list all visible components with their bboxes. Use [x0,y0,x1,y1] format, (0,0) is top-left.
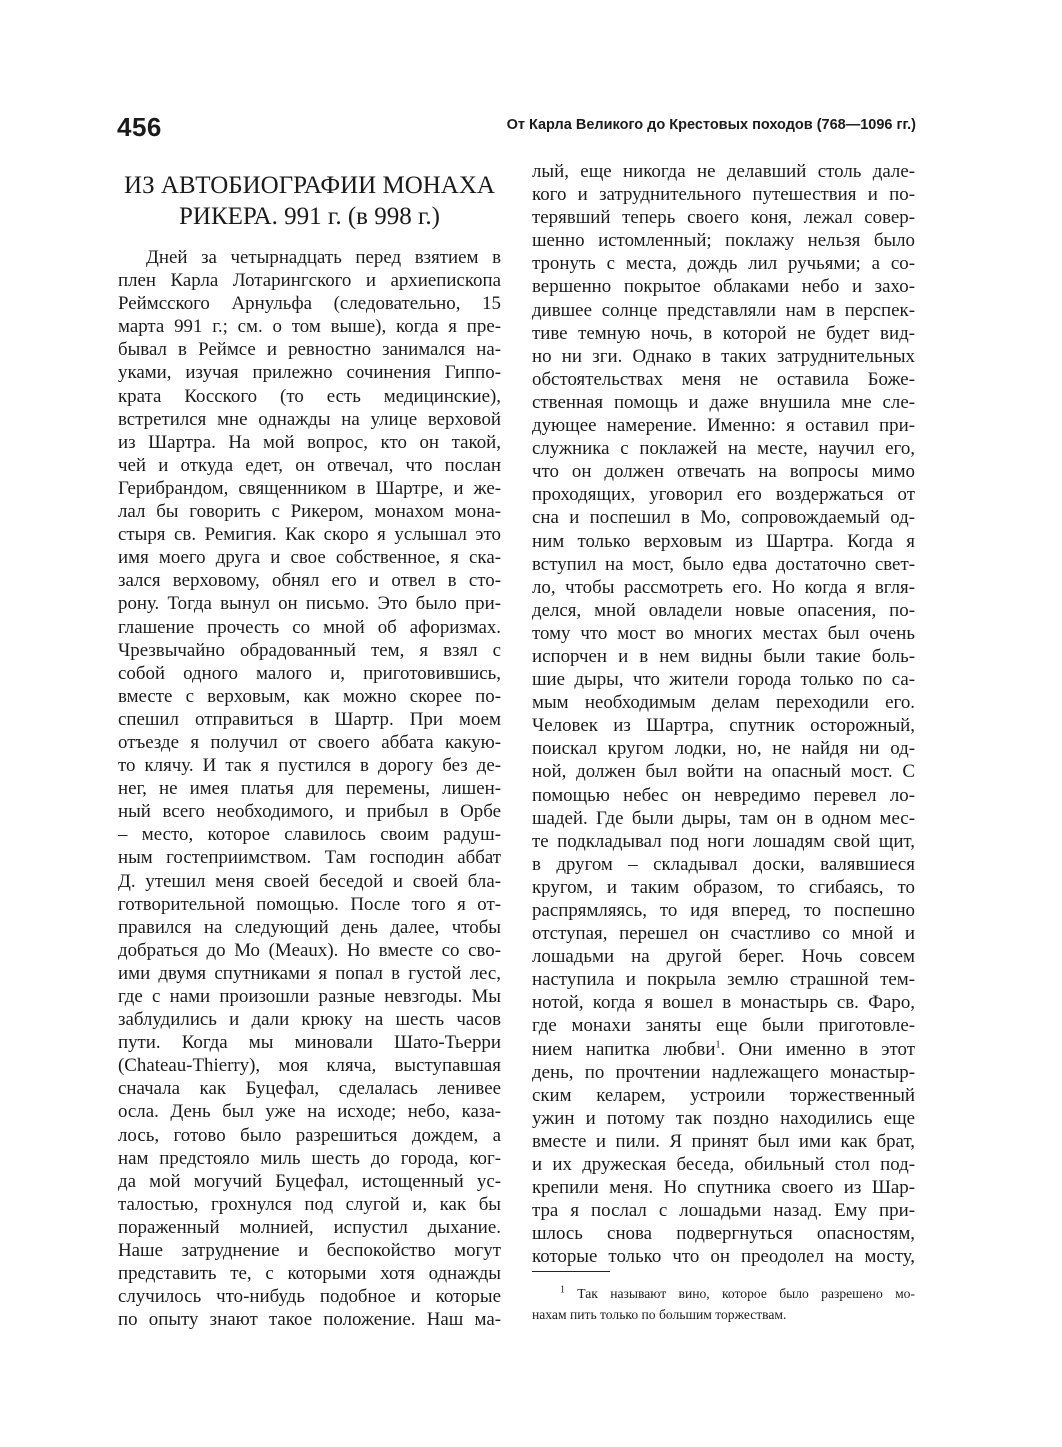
text-line-content: представить те, с которыми хотя однажды [118,1263,501,1285]
text-line [532,899,915,922]
text-line-content: кругом, и таким образом, то сгибаясь, то [532,876,915,898]
text-line [532,414,915,437]
text-line [532,645,915,668]
text-line [532,784,915,807]
text-line-content: сначала как Буцефал, сделалась ленивее [118,1078,501,1100]
text-line [118,985,501,1008]
text-line-content: помощью небес он невредимо перевел ло- [532,784,915,806]
text-line-content: испорчен и в нем видны были такие боль- [532,645,915,667]
text-line-content: случилось что-нибудь подобное и которые [118,1286,501,1308]
text-line [532,160,915,183]
text-line [118,454,501,477]
text-line-content: дившее солнце представляли нам в перспек- [532,299,915,321]
text-line [118,800,501,823]
text-line [118,315,501,338]
text-line-content: ственная помощь и даже внушила мне сле- [532,391,915,413]
text-line [532,483,915,506]
text-line-content: крата Косского (то есть медицинские), [118,385,501,407]
text-line [118,1077,501,1100]
text-line-content: дующее намерение. Именно: я оставил при- [532,415,915,437]
text-line [118,731,501,754]
text-line-content: тронуть с места, дождь лил ручьями; а со- [532,253,915,275]
article-title [118,170,501,232]
text-line [118,1054,501,1077]
text-line [118,1147,501,1170]
text-line [118,523,501,546]
text-line-content: стыря св. Ремигия. Как скоро я услышал это [118,524,501,546]
text-line-content: Герибрандом, священником в Шартре, и же- [118,477,501,499]
text-line-content: нотой, когда я вошел в монастырь св. Фаро, [532,992,915,1014]
footnote [532,1283,915,1325]
text-line [532,183,915,206]
text-line [532,622,915,645]
text-line [532,576,915,599]
text-line [118,916,501,939]
text-line-content: ным гостеприимством. Там господин аббат [118,847,501,869]
text-line [118,962,501,985]
text-line-content: готворительной помощью. После того я от- [118,893,501,915]
text-line-content: встретился мне однажды на улице верховой [118,408,501,430]
text-line-content: день, по прочтении надлежащего монастыр- [532,1061,915,1083]
text-line [118,1285,501,1308]
text-line-content: Реймсского Арнульфа (следовательно, 15 [118,293,501,315]
text-line-content: терявший теперь своего коня, лежал совер- [532,207,915,229]
text-line-content: в другом – складывал доски, валявшиеся [532,853,915,875]
text-line-content: Дней за четырнадцать перед взятием в [146,247,501,268]
text-line-content: нег, не имея платья для перемены, лишен- [118,778,501,800]
text-line-content: да мой могучий Буцефал, истощенный ус- [118,1170,501,1192]
text-line [532,714,915,737]
text-line-content: что он должен отвечать на вопросы мимо [532,461,915,483]
text-line-content: талостью, грохнулся под слугой и, как бы [118,1193,501,1215]
text-line-content: (Chateau-Thierry), моя кляча, выступавшая [118,1055,501,1077]
text-line [118,477,501,500]
text-line [532,206,915,229]
text-line [532,1176,915,1199]
text-line-content: из Шартра. На мой вопрос, кто он такой, [118,431,501,453]
text-line-content: вместе и пили. Я принят был ими как брат, [532,1130,915,1152]
text-line-content: ный всего необходимого, и прибыл в Орбе [118,801,501,823]
text-line [532,830,915,853]
text-line-content: и их дружеская беседа, обильный стол под- [532,1154,915,1176]
text-line-content: ским келарем, устроили торжественный [532,1084,915,1106]
text-line [118,685,501,708]
text-line-content: лось, готово было разрешиться дождем, а [118,1124,501,1146]
text-line [532,945,915,968]
footnote-line [532,1304,915,1325]
text-line-content: нам предстояло миль шесть до города, ког- [118,1147,501,1169]
text-line [532,599,915,622]
text-line-content: тому что мост во многих местах был очень [532,622,915,644]
text-line-content: распрямляясь, то идя вперед, то поспешно [532,900,915,921]
text-line [532,1084,915,1107]
text-line-content: осла. День был уже на исходе; небо, каза- [118,1101,501,1123]
text-line-content: где с нами произошли разные невзгоды. Мы [118,986,501,1007]
text-line-content: шенно истомленный; поклажу нельзя было [532,230,915,252]
text-line [118,1008,501,1031]
text-line-content: ужин и потому так поздно находились еще [532,1107,915,1129]
text-line-content: по опыту знают такое положение. Наш ма- [118,1309,501,1331]
text-line [118,500,501,523]
text-line-content: вступил на мост, было едва достаточно свет- [532,553,915,575]
text-line [532,437,915,460]
text-line [532,968,915,991]
text-line [118,269,501,292]
title-line: ИЗ АВТОБИОГРАФИИ МОНАХА [124,172,495,199]
text-line-content: вершенно покрытое облаками небо и захо- [532,276,915,298]
text-line-content: собой одного малого и, приготовившись, [118,662,501,684]
text-line-content: лошадьми на другой берег. Ночь совсем [532,946,915,968]
text-line-content: спешил отправиться в Шартр. При моем [118,708,501,730]
text-line-content: кого и затруднительного путешествия и по- [532,184,915,206]
footnote-line [532,1283,915,1304]
text-line [118,1308,501,1331]
text-line [532,876,915,899]
text-line [532,1038,915,1061]
text-line-content: чей и откуда едет, он отвечал, что послан [118,454,501,476]
text-line-content: обстоятельствах меня не оставила Боже- [532,368,915,390]
text-line-content: ним только верховым из Шартра. Когда я [532,530,915,552]
left-column [118,170,501,1331]
text-line [118,1262,501,1285]
text-line [118,939,501,962]
text-line [118,1170,501,1193]
text-line-content: имя моего друга и свое собственное, я ска- [118,547,501,569]
text-line [118,292,501,315]
text-line-content: крепили меня. Но спутника своего из Шар- [532,1177,915,1199]
text-line [118,754,501,777]
right-column [532,160,915,1269]
text-line [118,338,501,361]
text-line-content: добраться до Мо (Meaux). Но вместе со сво- [118,939,501,961]
text-line-content: ной, должен был войти на опасный мост. С [532,761,915,783]
text-line [118,708,501,731]
text-line [532,1130,915,1153]
text-line-content: бывал в Реймсе и ревностно занимался на- [118,339,501,361]
text-line [118,870,501,893]
text-line-tail: . Они именно в этот [720,1038,915,1060]
text-line-content: делся, мной овладели новые опасения, по- [532,599,915,621]
text-line [118,777,501,800]
text-line-content: ими двумя спутниками я попал в густой лес, [118,962,501,984]
running-title: От Карла Великого до Крестовых походов (768—1096 гг.) [506,117,916,133]
text-line-content: пораженный молнией, испустил дыхание. [118,1216,501,1238]
text-line-content: плен Карла Лотарингского и архиепископа [118,270,501,292]
text-line [532,853,915,876]
text-line [532,1245,915,1268]
text-line [532,299,915,322]
text-line-content: Чрезвычайно обрадованный тем, я взял с [118,639,501,661]
text-line [532,345,915,368]
text-line-content: ло, чтобы рассмотреть его. Но когда я вгля- [532,576,915,598]
text-line-content: Д. утешил меня своей беседой и своей бла- [118,870,501,892]
text-line-content: то клячу. И так я пустился в дорогу без де- [118,755,501,777]
text-line [118,431,501,454]
text-line [118,846,501,869]
text-line [118,1100,501,1123]
text-line [532,807,915,830]
text-line-content: нием напитка любви [532,1038,716,1060]
text-line [532,1153,915,1176]
text-line [118,546,501,569]
text-line [118,385,501,408]
footnote-line-content: нахам пить только по большим торжествам. [532,1307,787,1322]
text-line [118,1124,501,1147]
text-line-content: Человек из Шартра, спутник осторожный, [532,715,915,737]
text-line [532,1199,915,1222]
text-line [532,737,915,760]
text-line [118,1216,501,1239]
text-line [118,823,501,846]
text-line-content: лал бы говорить с Рикером, монахом мона- [118,501,501,523]
text-line [118,1031,501,1054]
text-line-content: сна и поспешил в Мо, сопровождаемый од- [532,507,915,529]
text-line [532,322,915,345]
text-line-content: шадей. Где были дыры, там он в одном мес- [532,807,915,829]
text-line [532,460,915,483]
text-line [118,893,501,916]
text-line [532,922,915,945]
text-line [118,408,501,431]
text-line-content: зался верховому, обнял его и отвел в сто- [118,570,501,592]
footnote-divider [532,1271,610,1272]
title-line: РИКЕРА. 991 г. (в 998 г.) [179,203,440,230]
text-line-content: поискал кругом лодки, но, не найдя ни од- [532,738,915,760]
text-line-content: лый, еще никогда не делавший столь дале- [532,161,915,182]
text-line-content: – место, которое славилось своим радуш- [118,824,501,846]
footnote-marker: 1 [715,1039,721,1051]
text-line [532,1222,915,1245]
text-line [118,361,501,384]
text-line [532,668,915,691]
text-line-content: служника с поклажей на месте, научил его, [532,438,915,460]
left-body-text [118,246,501,1331]
footnote-line-content: Так называют вино, которое было разрешено мо- [565,1286,915,1301]
text-line-content: но ни зги. Однако в таких затруднительных [532,345,915,367]
text-line [532,691,915,714]
text-line [532,506,915,529]
text-line [118,246,501,269]
page-number: 456 [117,112,162,142]
text-line-content: наступила и покрыла землю страшной тем- [532,969,915,991]
text-line [532,252,915,275]
text-line-content: шлось снова подвергнуться опасностям, [532,1223,915,1245]
text-line [532,760,915,783]
text-line-content: тра я послал с лошадьми назад. Ему при- [532,1200,915,1222]
text-line [118,639,501,662]
text-line [532,1061,915,1084]
text-line-content: Наше затруднение и беспокойство могут [118,1240,501,1262]
footnote-number: 1 [560,1284,565,1296]
text-line [118,592,501,615]
text-line-content: глашение прочесть со мной об афоризмах. [118,616,501,638]
text-line-content: проходящих, уговорил его воздержаться от [532,484,915,506]
text-line-content: отъезде я получил от своего аббата какую- [118,731,501,753]
text-line-content: рону. Тогда вынул он письмо. Это было при- [118,593,501,615]
text-line [118,1193,501,1216]
text-line [532,1014,915,1037]
text-line [118,616,501,639]
text-line [532,991,915,1014]
text-line [532,275,915,298]
text-line-content: которые только что он преодолел на мосту, [532,1246,915,1268]
text-line-content: мым необходимым делам переходили его. [532,692,915,714]
text-line [532,391,915,414]
text-line-content: где монахи заняты еще были приготовле- [532,1015,915,1037]
text-line [118,1239,501,1262]
text-line-content: отступая, перешел он счастливо со мной и [532,923,915,945]
text-line [532,553,915,576]
text-line-content: уками, изучая прилежно сочинения Гиппо- [118,362,501,384]
text-line-content: вместе с верховым, как можно скорее по- [118,685,501,707]
text-line [118,569,501,592]
text-line [532,1107,915,1130]
text-line [532,530,915,553]
text-line [532,368,915,391]
text-line [118,662,501,685]
text-line-content: марта 991 г.; см. о том выше), когда я пре- [118,316,501,338]
text-line-content: тиве темную ночь, в которой не будет вид- [532,322,915,344]
text-line-content: заблудились и дали крюку на шесть часов [118,1009,501,1031]
text-line-content: пути. Когда мы миновали Шато-Тьерри [118,1032,501,1054]
text-line-content: правился на следующий день далее, чтобы [118,916,501,938]
text-line-content: шие дыры, что жители города только по са- [532,669,915,691]
right-body-text [532,160,915,1269]
text-line [532,229,915,252]
text-line-content: те подкладывал под ноги лошадям свой щит, [532,830,915,852]
